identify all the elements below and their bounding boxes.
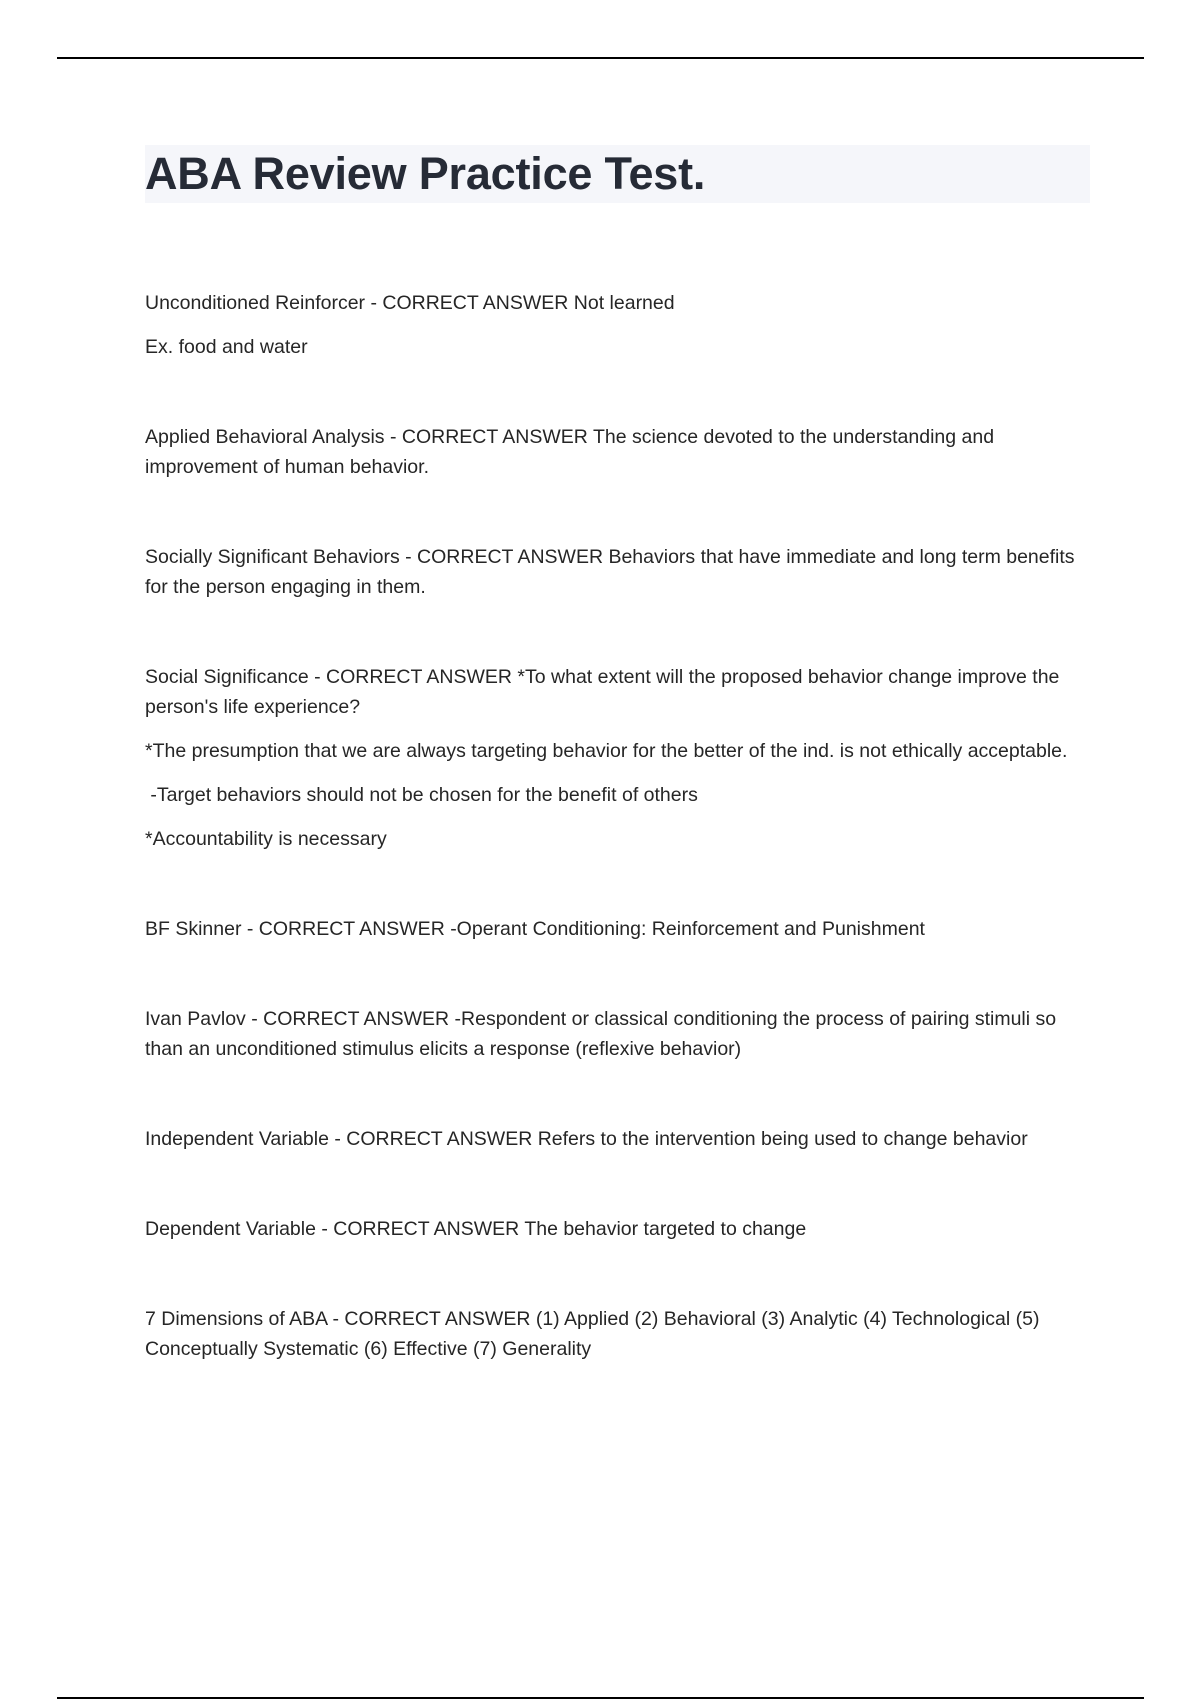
top-rule: [57, 57, 1144, 59]
page-title: ABA Review Practice Test.: [145, 148, 706, 199]
qa-line: Ivan Pavlov - CORRECT ANSWER -Respondent or classical conditioning the process of pairing stimuli so than an unconditioned stimulus elicits a response (reflexive behavior): [145, 1008, 1057, 1060]
qa-entry: [145, 422, 1090, 482]
qa-line: 7 Dimensions of ABA - CORRECT ANSWER (1) Applied (2) Behavioral (3) Analytic (4) Technological (5) Conceptually Systematic (6) Effective (7) Generality: [145, 1308, 1040, 1360]
qa-line: Independent Variable - CORRECT ANSWER Refers to the intervention being used to change behavior: [145, 1128, 1028, 1150]
qa-line: Applied Behavioral Analysis - CORRECT ANSWER The science devoted to the understanding and improvement of human behavior.: [145, 426, 995, 478]
qa-entry: [145, 542, 1090, 602]
qa-line: Ex. food and water: [145, 336, 308, 358]
qa-line: Unconditioned Reinforcer - CORRECT ANSWER Not learned: [145, 292, 675, 314]
qa-list: [145, 288, 1090, 1364]
qa-line: *The presumption that we are always targeting behavior for the better of the ind. is not ethically acceptable.: [145, 740, 1068, 762]
qa-entry: [145, 288, 1090, 362]
qa-entry: [145, 1214, 1090, 1244]
qa-entry: [145, 1004, 1090, 1064]
qa-line: Dependent Variable - CORRECT ANSWER The behavior targeted to change: [145, 1218, 807, 1240]
qa-entry: [145, 662, 1090, 854]
bottom-rule: [57, 1697, 1144, 1699]
qa-entry: [145, 1304, 1090, 1364]
qa-line: Social Significance - CORRECT ANSWER *To what extent will the proposed behavior change improve the person's life experience?: [145, 666, 1060, 718]
qa-line: Socially Significant Behaviors - CORRECT ANSWER Behaviors that have immediate and long term benefits for the person engaging in them.: [145, 546, 1075, 598]
qa-entry: [145, 1124, 1090, 1154]
document-page: [145, 145, 1090, 1424]
qa-entry: [145, 914, 1090, 944]
title-banner: [145, 145, 1090, 203]
qa-line: *Accountability is necessary: [145, 828, 387, 850]
qa-line: -Target behaviors should not be chosen for the benefit of others: [145, 784, 698, 806]
qa-line: BF Skinner - CORRECT ANSWER -Operant Conditioning: Reinforcement and Punishment: [145, 918, 925, 940]
